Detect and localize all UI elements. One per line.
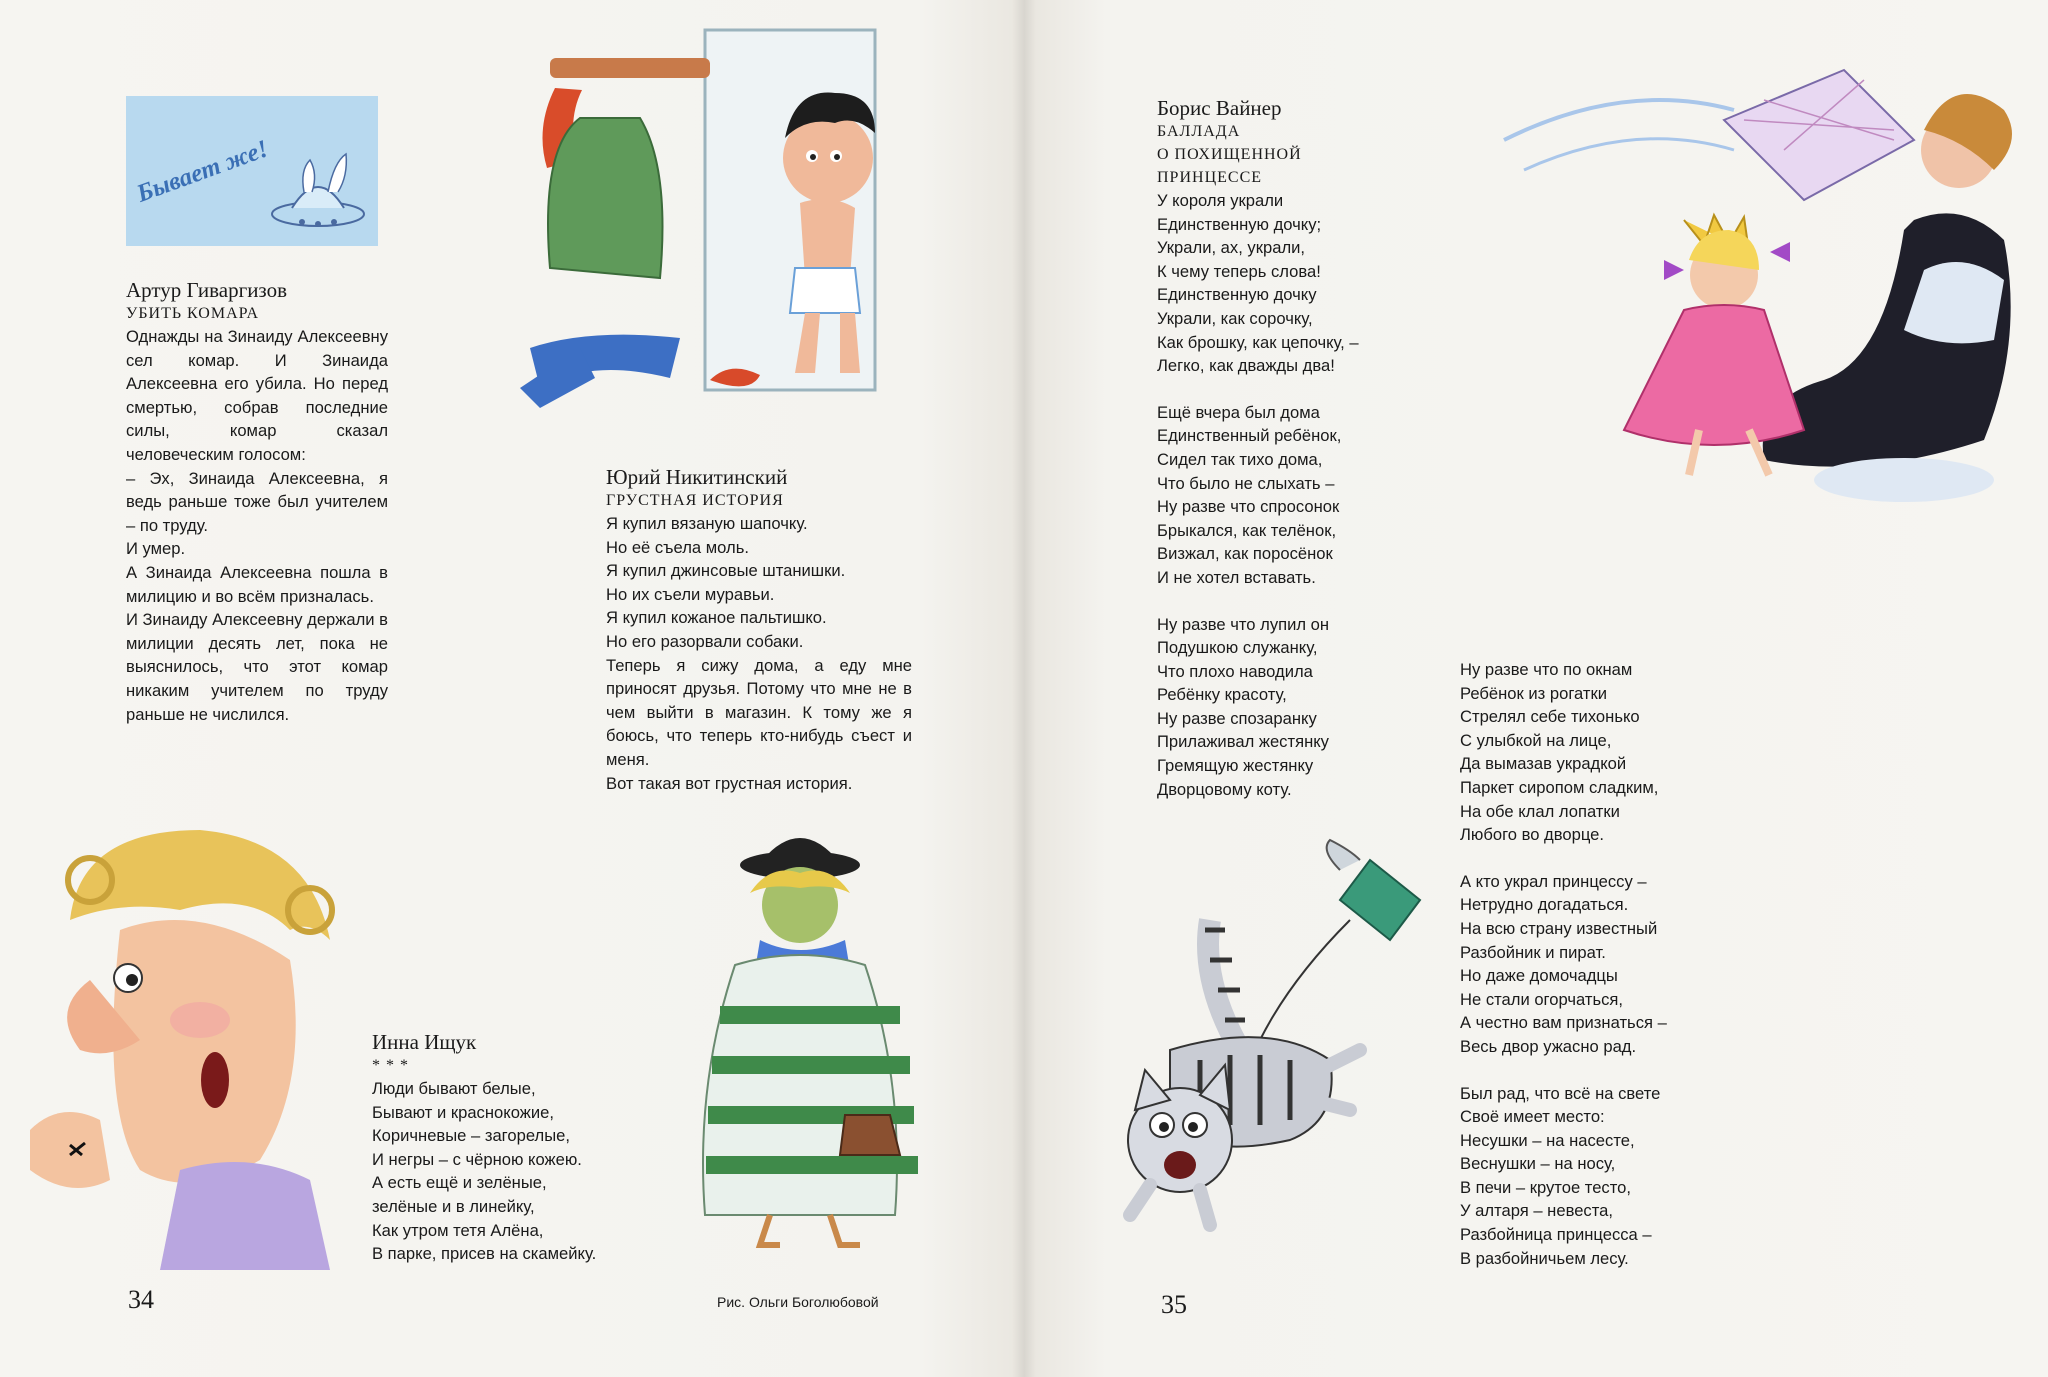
story2-line: Но её съела моль.	[606, 537, 749, 557]
story1-title: УБИТЬ КОМАРА	[126, 305, 260, 322]
story2-body	[606, 512, 912, 795]
ufo-icon	[126, 96, 378, 246]
ballad-line: У короля украли	[1157, 191, 1284, 210]
ballad-line: Единственную дочку	[1157, 285, 1317, 305]
story1-paragraph: И умер.	[126, 539, 186, 559]
page-number-right: 35	[1161, 1290, 1187, 1319]
page-number-left: 34	[128, 1285, 154, 1314]
surprised-face-illustration	[10, 810, 360, 1270]
cat-with-tin-can-illustration	[1090, 830, 1470, 1250]
ballad-line: Ребёнку красоту,	[1157, 685, 1287, 705]
boy-at-door-illustration	[500, 28, 890, 448]
story2-line: Я купил вязаную шапочку.	[606, 514, 808, 533]
ballad-line: Веснушки – на носу,	[1460, 1154, 1616, 1174]
ballad-stanza-6	[1460, 1082, 1760, 1271]
ballad-line: Гремящую жестянку	[1157, 756, 1314, 776]
ballad-stanzas-right	[1460, 658, 1760, 1270]
ballad-line: К чему теперь слова!	[1157, 261, 1321, 281]
poem-line: А есть ещё и зелёные,	[372, 1173, 547, 1193]
ballad-title-line: О ПОХИЩЕННОЙ	[1157, 146, 1302, 163]
ballad-line: Что плохо наводила	[1157, 661, 1313, 681]
story2-line: Но их съели муравьи.	[606, 584, 775, 604]
ballad-line: В разбойничьем лесу.	[1460, 1248, 1629, 1268]
ballad-line: Ну разве спозаранку	[1157, 708, 1317, 728]
ballad-line: Паркет сиропом сладким,	[1460, 777, 1659, 797]
ballad-title-line: БАЛЛАДА	[1157, 123, 1241, 140]
ballad-line: Единственный ребёнок,	[1157, 426, 1342, 446]
ballad-line: Дворцовому коту.	[1157, 779, 1292, 799]
ballad-line: Ну разве что спросонок	[1157, 497, 1340, 517]
poem-body	[372, 1077, 692, 1266]
ballad-line: Украли, как сорочку,	[1157, 308, 1313, 328]
ballad-stanza-4	[1460, 658, 1760, 847]
ballad-stanza-3	[1157, 613, 1457, 802]
ballad-line: Ну разве что лупил он	[1157, 614, 1330, 634]
poem-line: Коричневые – загорелые,	[372, 1126, 570, 1146]
poem-line: Как утром тетя Алёна,	[372, 1220, 544, 1240]
ballad-line: Сидел так тихо дома,	[1157, 449, 1323, 469]
ballad-line: Весь двор ужасно рад.	[1460, 1036, 1637, 1056]
ballad-line: А кто украл принцессу –	[1460, 871, 1647, 891]
ballad-line: Был рад, что всё на свете	[1460, 1083, 1661, 1103]
ballad-line: Но даже домочадцы	[1460, 966, 1618, 986]
poem-author: Инна Ищук	[372, 1030, 477, 1054]
poem-line: Бывают и краснокожие,	[372, 1102, 554, 1122]
story1-body	[126, 325, 388, 726]
princess-and-maid-illustration	[1484, 60, 2024, 540]
right-page	[1024, 0, 2048, 1377]
poem-people	[372, 1030, 692, 1266]
ballad-author: Борис Вайнер	[1157, 96, 1282, 120]
ballad-line: У алтаря – невеста,	[1460, 1201, 1613, 1221]
story1-paragraph: И Зинаиду Алексеевну держали в милиции десять лет, пока не выяснилось, что этот комар никаким учителем по труду раньше не числился.	[126, 610, 388, 724]
poem-line: зелёные и в линейку,	[372, 1196, 535, 1216]
ballad-line: Визжал, как поросёнок	[1157, 544, 1333, 564]
ballad-line: Брыкался, как телёнок,	[1157, 520, 1337, 540]
ballad-stanzas-left	[1157, 189, 1457, 801]
story1-paragraph: А Зинаида Алексеевна пошла в милицию и во всём призналась.	[126, 562, 388, 606]
ballad-line: Любого во дворце.	[1460, 825, 1604, 845]
ballad-line: Подушкою служанку,	[1157, 638, 1318, 658]
ballad-line: Что было не слыхать –	[1157, 473, 1335, 493]
ballad-title-line: ПРИНЦЕССЕ	[1157, 169, 1263, 186]
aunt-in-striped-coat-illustration	[650, 815, 970, 1255]
ballad-line: Стрелял себе тихонько	[1460, 707, 1640, 727]
ballad-part-1	[1157, 96, 1457, 824]
illustration-credit: Рис. Ольги Боголюбовой	[717, 1294, 879, 1310]
story2-last-line: Вот такая вот грустная история.	[606, 773, 853, 793]
ballad-line: На обе клал лопатки	[1460, 801, 1620, 821]
story2-line: Но его разорвали собаки.	[606, 631, 804, 651]
poem-line: Люди бывают белые,	[372, 1079, 536, 1098]
ballad-line: В печи – крутое тесто,	[1460, 1177, 1631, 1197]
story1-paragraph: – Эх, Зинаида Алексеевна, я ведь раньше тоже был учителем – по труду.	[126, 468, 388, 535]
ballad-line: На всю страну известный	[1460, 918, 1658, 938]
story-sad-story	[606, 465, 912, 795]
ballad-part-2	[1460, 658, 1760, 1293]
ballad-line: Своё имеет место:	[1460, 1107, 1605, 1127]
ballad-line: Ну разве что по окнам	[1460, 660, 1633, 679]
ballad-line: С улыбкой на лице,	[1460, 730, 1612, 750]
story2-line: Я купил джинсовые штанишки.	[606, 561, 846, 581]
badge-label: Бывает же!	[133, 135, 272, 208]
poem-stars: * * *	[372, 1057, 409, 1074]
ballad-line: Нетрудно догадаться.	[1460, 895, 1629, 915]
ballad-line: Как брошку, как цепочку, –	[1157, 332, 1359, 352]
ballad-line: И не хотел вставать.	[1157, 567, 1316, 587]
book-gutter	[1012, 0, 1036, 1377]
ballad-line: Разбойник и пират.	[1460, 942, 1606, 962]
byvaet-zhe-badge	[126, 96, 378, 246]
story1-paragraph: Однажды на Зинаиду Алексеевну сел комар. И Зинаида Алексеевна его убила. Но перед смертью, собрав последние силы, комар сказал человеческим голосом:	[126, 327, 388, 464]
ballad-line: Прилаживал жестянку	[1157, 732, 1329, 752]
story2-paragraph: Теперь я сижу дома, а еду мне приносят друзья. Потому что мне не в чем выйти в магазин. К тому же я боюсь, что теперь кто-нибудь съест и меня.	[606, 655, 912, 769]
story2-author: Юрий Никитинский	[606, 465, 788, 489]
story2-title: ГРУСТНАЯ ИСТОРИЯ	[606, 492, 784, 509]
ballad-stanza-5	[1460, 870, 1760, 1059]
ballad-line: Легко, как дважды два!	[1157, 356, 1335, 376]
ballad-stanza-1	[1157, 189, 1457, 378]
story1-author: Артур Гиваргизов	[126, 278, 288, 302]
ballad-line: Несушки – на насесте,	[1460, 1130, 1635, 1150]
ballad-line: Единственную дочку;	[1157, 214, 1322, 234]
ballad-stanza-2	[1157, 401, 1457, 590]
poem-line: И негры – с чёрною кожею.	[372, 1149, 582, 1169]
ballad-line: Да вымазав украдкой	[1460, 754, 1627, 774]
poem-line: В парке, присев на скамейку.	[372, 1244, 597, 1264]
ballad-line: А честно вам признаться –	[1460, 1013, 1667, 1033]
ballad-line: Ещё вчера был дома	[1157, 402, 1320, 422]
ballad-line: Разбойница принцесса –	[1460, 1225, 1652, 1245]
story2-line: Я купил кожаное пальтишко.	[606, 608, 827, 628]
ballad-line: Не стали огорчаться,	[1460, 989, 1623, 1009]
story-kill-mosquito	[126, 278, 388, 726]
ballad-line: Украли, ах, украли,	[1157, 238, 1306, 258]
ballad-line: Ребёнок из рогатки	[1460, 683, 1608, 703]
